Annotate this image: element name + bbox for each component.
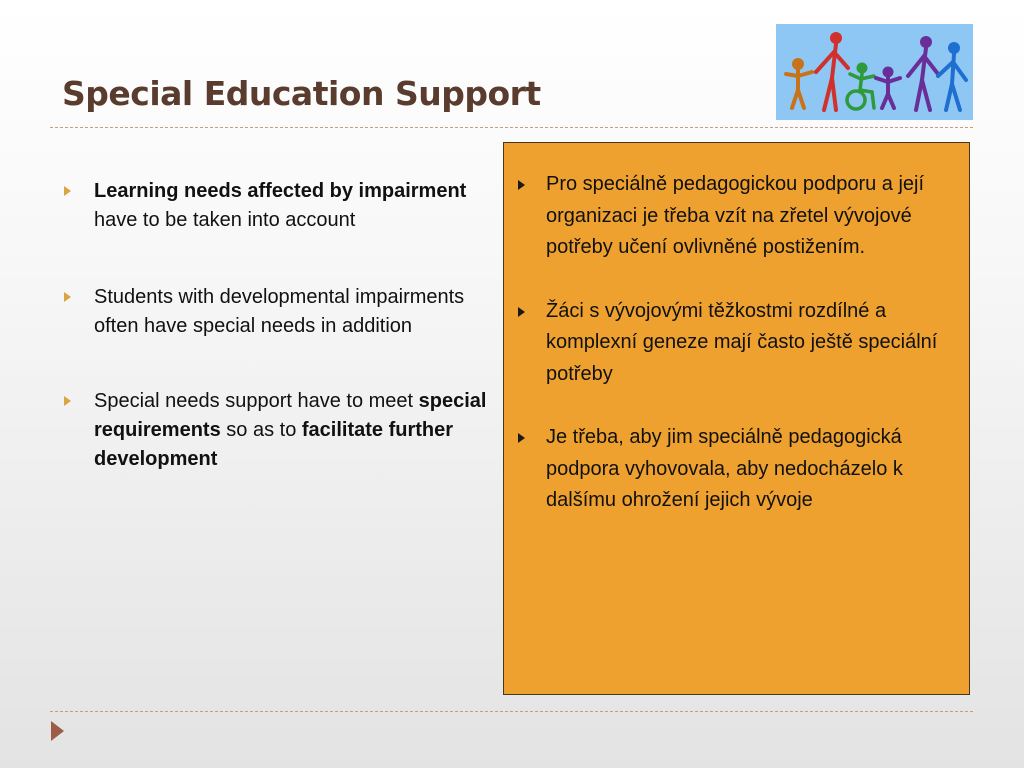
list-item	[518, 422, 958, 517]
bullet-text: Special needs support have to meet special requirements so as to facilitate further development	[94, 390, 487, 470]
list-item	[518, 169, 958, 264]
figure-purple-small	[876, 67, 900, 109]
bullet-text: Pro speciálně pedagogickou podporu a její organizaci je třeba vzít na zřetel vývojové potřeby učení ovlivněné postižením.	[546, 173, 925, 258]
bullet-text: Learning needs affected by impairment have to be taken into account	[94, 180, 467, 231]
triangle-right-icon	[518, 307, 525, 317]
figure-green-wheelchair	[847, 63, 874, 110]
triangle-right-icon	[64, 292, 71, 302]
triangle-right-icon	[64, 186, 71, 196]
footer-divider	[50, 711, 973, 712]
bullet-text: Žáci s vývojovými těžkostmi rozdílné a komplexní geneze mají často ještě speciální potřeby	[546, 299, 938, 385]
english-bullet-list	[62, 177, 492, 522]
figure-orange	[786, 58, 812, 108]
people-holding-hands-icon	[776, 24, 973, 120]
slide-title: Special Education Support	[62, 74, 541, 113]
triangle-right-icon	[51, 721, 64, 741]
figure-purple-tall	[908, 36, 938, 110]
bullet-text: Students with developmental impairments often have special needs in addition	[94, 286, 465, 337]
bullet-text: Je třeba, aby jim speciálně pedagogická podpora vyhovovala, aby nedocházelo k dalšímu ohrožení jejich vývoje	[546, 426, 903, 511]
triangle-right-icon	[518, 180, 525, 190]
list-item	[62, 283, 492, 341]
list-item	[518, 296, 958, 391]
czech-bullet-list	[518, 169, 958, 549]
triangle-right-icon	[518, 433, 525, 443]
triangle-right-icon	[64, 396, 71, 406]
list-item	[62, 387, 492, 474]
czech-text-box	[503, 142, 970, 695]
figure-red	[816, 32, 848, 110]
title-divider	[50, 127, 973, 128]
figure-blue	[938, 42, 966, 110]
list-item	[62, 177, 492, 235]
